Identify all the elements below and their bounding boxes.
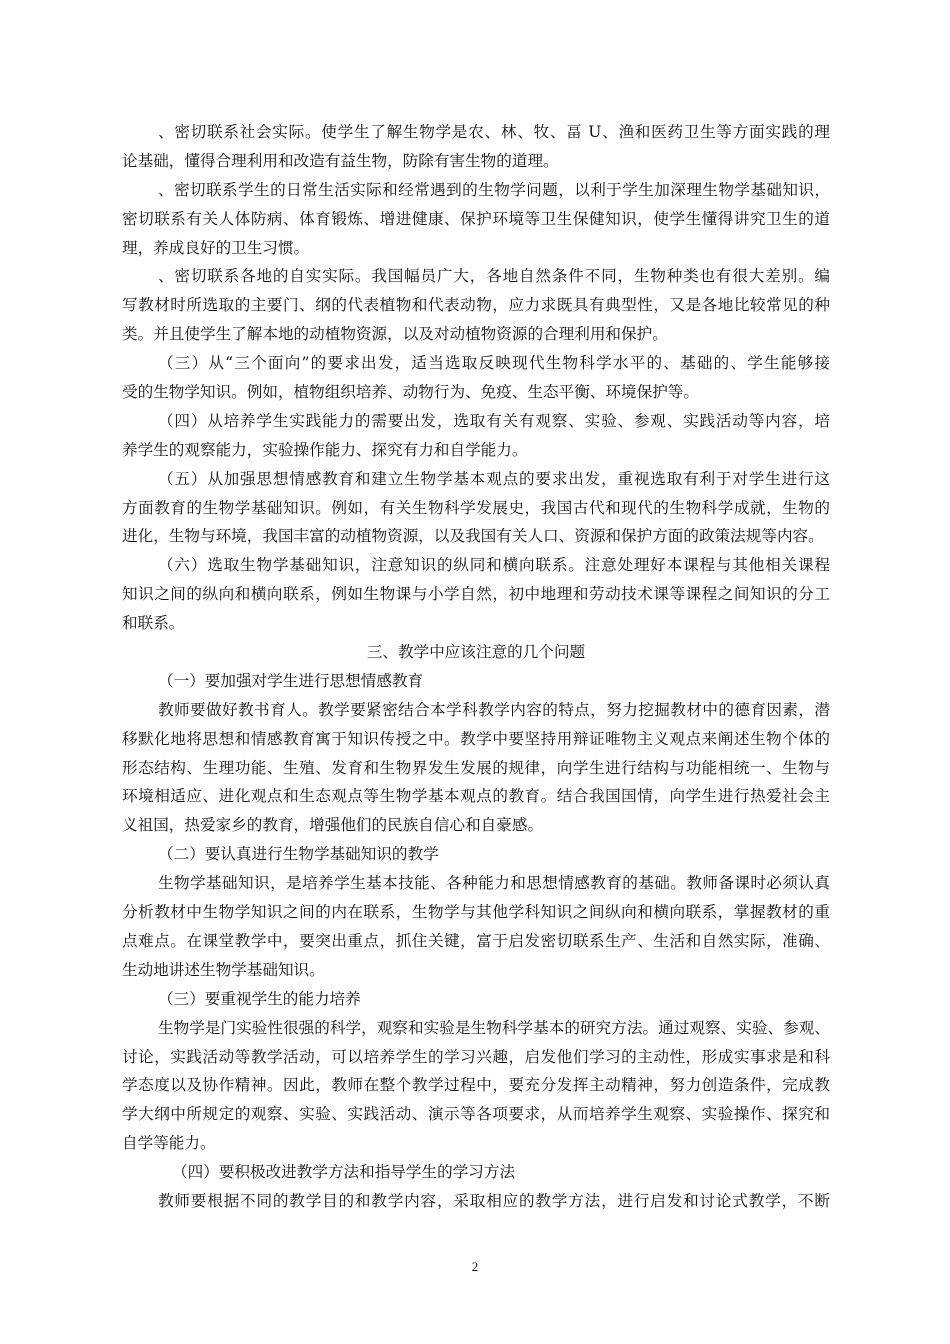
text-line: 方面教育的生物学基础知识。例如，有关生物科学发展史，我国古代和现代的生物科学成就，生物的	[122, 498, 830, 517]
text-line: 学态度以及协作精神。因此，教师在整个教学过程中，要充分发挥主动精神，努力创造条件，完成教	[122, 1076, 830, 1095]
text-line: 讨论，实践活动等教学活动，可以培养学生的学习兴趣，启发他们学习的主动性，形成实事求是和科	[122, 1047, 830, 1066]
text-line: （三）从“三个面向”的要求出发，适当选取反映现代生物科学水平的、基础的、学生能够接	[158, 354, 830, 373]
text-line: 进化，生物与环境，我国丰富的动植物资源，以及我国有关人口、资源和保护方面的政策法规等内容。	[122, 527, 824, 546]
section-heading: 三、教学中应该注意的几个问题	[366, 643, 586, 662]
text-line: 知识之间的纵向和横向联系，例如生物课与小学自然，初中地理和劳动技术课等课程之间知识的分工	[122, 585, 830, 604]
paragraph	[122, 349, 830, 407]
paragraph	[122, 407, 830, 465]
subsection	[122, 840, 830, 984]
text-line: 环境相适应、进化观点和生态观点等生物学基本观点的教育。结合我国国情，向学生进行热爱社会主	[122, 787, 830, 806]
subsection	[122, 667, 830, 840]
subsection-title: （二）要认真进行生物学基础知识的教学	[158, 845, 439, 864]
text-line: 写教材时所选取的主要门、纲的代表植物和代表动物，应力求既具有典型性，又是各地比较常见的种	[122, 296, 830, 315]
paragraph	[122, 465, 830, 552]
text-line: （五）从加强思想情感教育和建立生物学基本观点的要求出发，重视选取有利于对学生进行这	[158, 469, 830, 488]
text-line: 、密切联系学生的日常生活实际和经常遇到的生物学问题，以利于学生加深理生物学基础知识，	[158, 180, 830, 199]
text-line: 和联系。	[122, 614, 185, 633]
subsection-title: （一）要加强对学生进行思想情感教育	[158, 671, 424, 690]
text-line: 类。并且使学生了解本地的动植物资源，以及对动植物资源的合理利用和保护。	[122, 325, 668, 344]
subsection	[122, 985, 830, 1158]
text-line: （四）从培养学生实践能力的需要出发，选取有关有观察、实验、参观、实践活动等内容，培	[158, 411, 830, 430]
text-line: 移默化地将思想和情感教育寓于知识传授之中。教学中要坚持用辩证唯物主义观点来阐述生物个体的	[122, 729, 830, 748]
text-line: 点难点。在课堂教学中，要突出重点，抓住关键，富于启发密切联系生产、生活和自然实际，准确、	[122, 931, 830, 950]
paragraph	[122, 176, 830, 263]
paragraph	[122, 262, 830, 349]
text-line: 义祖国，热爱家乡的教育，增强他们的民族自信心和自豪感。	[122, 816, 544, 835]
text-line: 教师要做好教书育人。教学要紧密结合本学科教学内容的特点，努力挖掘教材中的德育因素，潜	[158, 700, 830, 719]
text-line: （六）选取生物学基础知识，注意知识的纵同和横向联系。注意处理好本课程与其他相关课程	[158, 556, 830, 575]
text-line: 生动地讲述生物学基础知识。	[122, 960, 325, 979]
text-line: 生物学是门实验性很强的科学，观察和实验是生物科学基本的研究方法。通过观察、实验、参观、	[158, 1018, 830, 1037]
text-line: 生物学基础知识，是培养学生基本技能、各种能力和思想情感教育的基础。教师备课时必须认真	[158, 874, 830, 893]
text-line: 理，养成良好的卫生习惯。	[122, 238, 310, 257]
text-line: 论基础，懂得合理利用和改造有益生物，防除有害生物的道理。	[122, 151, 559, 170]
subsection-title: （四）要积极改进教学方法和指导学生的学习方法	[172, 1163, 516, 1182]
text-line: 养学生的观察能力，实验操作能力、探究有力和自学能力。	[122, 440, 528, 459]
text-line: 、密切联系各地的自实实际。我国幅员广大，各地自然条件不同，生物种类也有很大差别。编	[158, 267, 830, 286]
text-line: 分析教材中生物学知识之间的内在联系，生物学与其他学科知识之间纵向和横向联系，掌握教材的重	[122, 903, 830, 922]
subsection-title: （三）要重视学生的能力培养	[158, 989, 361, 1008]
text-line: 教师要根据不同的教学目的和教学内容，采取相应的教学方法，进行启发和讨论式教学，不断	[158, 1191, 830, 1210]
subsection	[122, 1158, 830, 1216]
paragraph	[122, 118, 830, 176]
text-line: 自学等能力。	[122, 1134, 216, 1153]
document-page	[122, 118, 830, 1216]
page-number: 2	[471, 1259, 479, 1274]
paragraph	[122, 551, 830, 638]
text-line: 受的生物学知识。例如，植物组织培养、动物行为、免疫、生态平衡、环境保护等。	[122, 383, 699, 402]
text-line: 形态结构、生理功能、生殖、发育和生物界发生发展的规律，向学生进行结构与功能相统一、生物与	[122, 758, 830, 777]
text-line: 学大纲中所规定的观察、实验、实践活动、演示等各项要求，从而培养学生观察、实验操作、探究和	[122, 1105, 830, 1124]
text-line: 、密切联系社会实际。使学生了解生物学是农、林、牧、畐 U、渔和医药卫生等方面实践的理	[158, 123, 830, 141]
text-line: 密切联系有关人体防病、体育锻炼、增进健康、保护环境等卫生保健知识，使学生懂得讲究卫生的道	[122, 209, 830, 228]
